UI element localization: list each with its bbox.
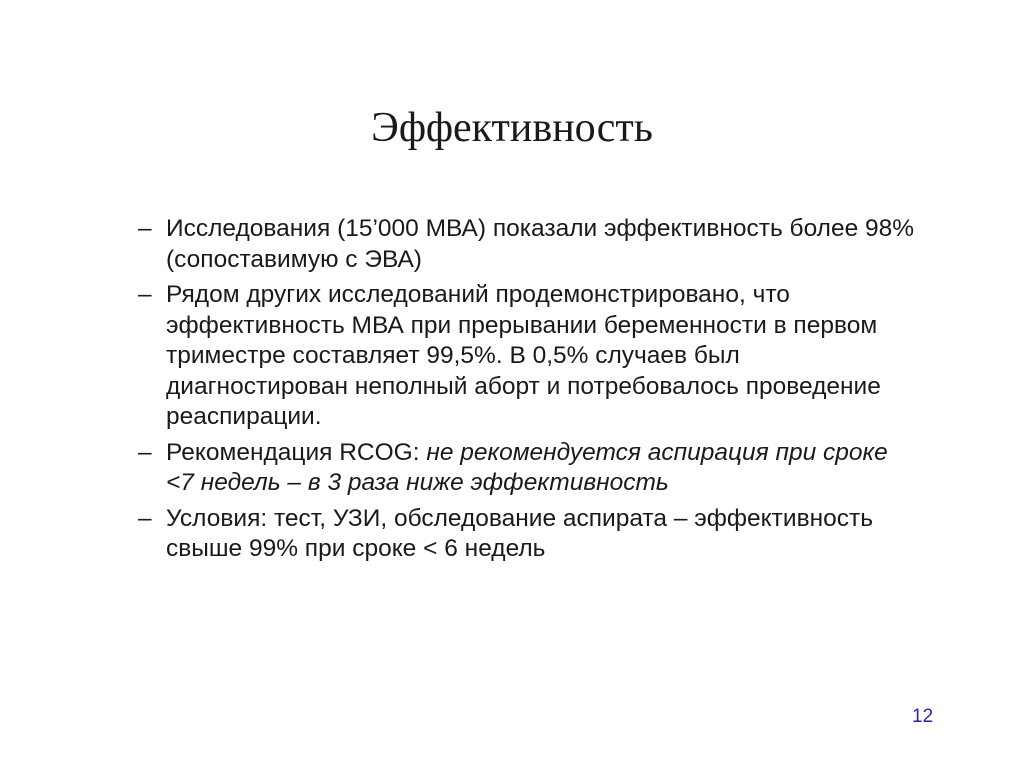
- bullet-text: Исследования (15’000 МВА) показали эффективность более 98% (сопоставимую с ЭВА): [166, 215, 915, 273]
- bullet-marker: –: [138, 281, 152, 308]
- bullet-item-rcog-recommendation: [138, 438, 918, 499]
- bullet-text: Условия: тест, УЗИ, обследование аспирата – эффективность свыше 99% при сроке < 6 недель: [166, 504, 873, 562]
- bullet-marker: –: [138, 215, 152, 242]
- bullet-item-study-results: [138, 214, 918, 275]
- bullet-list: [138, 214, 918, 570]
- bullet-item-conditions: [138, 504, 918, 565]
- page-number: 12: [912, 706, 934, 727]
- bullet-text: Рядом других исследований продемонстрировано, что эффективность МВА при прерывании беременности в первом триместре составляет 99,5%. В 0,5% случаев был диагностирован неполный аборт и потребовалось проведение реаспирации.: [166, 281, 881, 430]
- bullet-marker: –: [138, 438, 152, 466]
- slide-title: Эффективность: [371, 105, 653, 151]
- bullet-emphasis-text: не рекомендуется аспирация при сроке <7 недель – в 3 раза ниже эффективность: [166, 438, 888, 496]
- bullet-marker: –: [138, 504, 152, 532]
- bullet-item-first-trimester: [138, 280, 918, 433]
- bullet-text: Рекомендация RCOG:: [166, 438, 427, 466]
